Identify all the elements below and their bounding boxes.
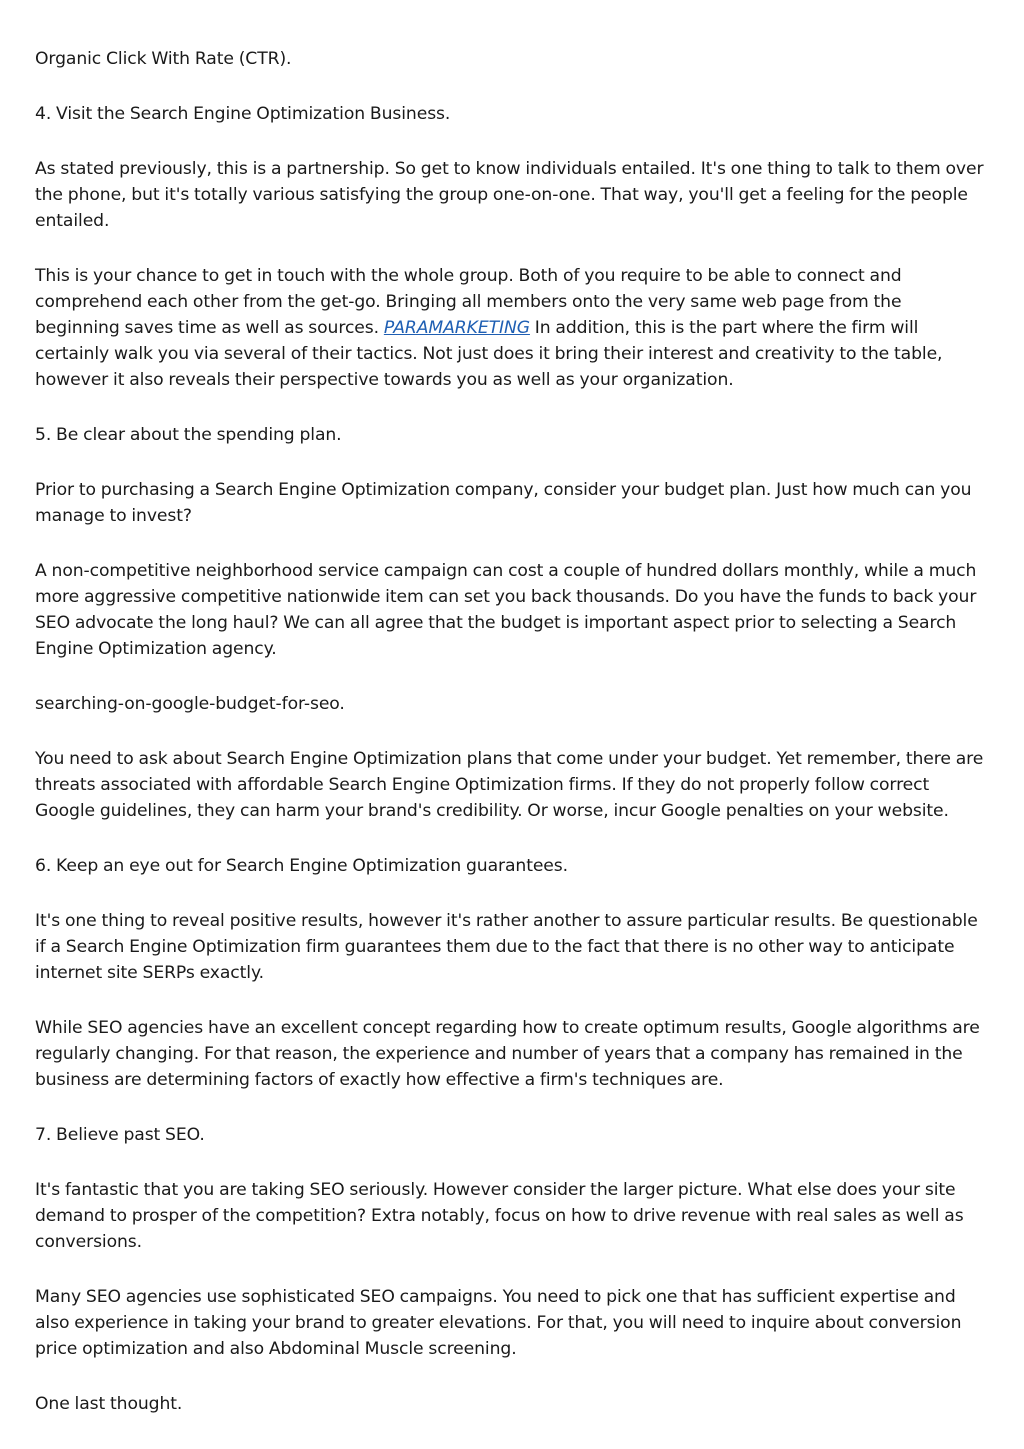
paragraph-whole-group	[35, 263, 990, 393]
heading-visit-business: 4. Visit the Search Engine Optimization Business.	[35, 104, 451, 124]
paragraph-algorithms: While SEO agencies have an excellent concept regarding how to create optimum results, Google algorithms are regularly changing. For that reason, the experience and number of years that a company has remained in the business are determining factors of exactly how effective a firm's techniques are.	[35, 1018, 980, 1090]
document-body	[35, 46, 990, 1446]
paragraph-larger-picture: It's fantastic that you are taking SEO seriously. However consider the larger picture. What else does your site demand to prosper of the competition? Extra notably, focus on how to drive revenue with real sales as well as conversions.	[35, 1180, 964, 1252]
paragraph-budget-plan: Prior to purchasing a Search Engine Optimization company, consider your budget plan. Just how much can you manage to invest?	[35, 480, 972, 526]
heading-guarantees: 6. Keep an eye out for Search Engine Optimization guarantees.	[35, 856, 569, 876]
paragraph-campaign-cost: A non-competitive neighborhood service campaign can cost a couple of hundred dollars monthly, while a much more aggressive competitive nationwide item can set you back thousands. Do you have the funds to back your SEO advocate the long haul? We can all agree that the budget is important aspect prior to selecting a Search Engine Optimization agency.	[35, 561, 977, 659]
heading-spending-plan: 5. Be clear about the spending plan.	[35, 425, 342, 445]
paragraph-partnership: As stated previously, this is a partnership. So get to know individuals entailed. It's one thing to talk to them over the phone, but it's totally various satisfying the group one-on-one. That way, you'll get a feeling for the people entailed.	[35, 159, 984, 231]
paragraph-image-caption: searching-on-google-budget-for-seo.	[35, 694, 345, 714]
paragraph-campaigns: Many SEO agencies use sophisticated SEO campaigns. You need to pick one that has sufficient expertise and also experience in taking your brand to greater elevations. For that, you will need to inquire about conversion price optimization and also Abdominal Muscle screening.	[35, 1287, 962, 1359]
paragraph-last-thought: One last thought.	[35, 1394, 183, 1414]
paragraph-seo-plans: You need to ask about Search Engine Optimization plans that come under your budget. Yet remember, there are threats associated with affordable Search Engine Optimization firms. If they do not properly follow correct Google guidelines, they can harm your brand's credibility. Or worse, incur Google penalties on your website.	[35, 749, 984, 821]
paragraph-results: It's one thing to reveal positive results, however it's rather another to assure particular results. Be questionable if a Search Engine Optimization firm guarantees them due to the fact that there is no other way to anticipate internet site SERPs exactly.	[35, 911, 978, 983]
paragraph-text-before-link: This is your chance to get in touch with the whole group. Both of you require to be able to connect and comprehend each other from the get-go. Bringing all members onto the very same web page from the beginning saves time as well as sources.	[35, 266, 902, 338]
paragraph-text-after-link: In addition, this is the part where the firm will certainly walk you via several of their tactics. Not just does it bring their interest and creativity to the table, however it also reveals their perspective towards you as well as your organization.	[35, 318, 943, 390]
paragraph-ctr: Organic Click With Rate (CTR).	[35, 49, 292, 69]
heading-past-seo: 7. Believe past SEO.	[35, 1125, 205, 1145]
paramarketing-link[interactable]: PARAMARKETING	[383, 318, 530, 338]
